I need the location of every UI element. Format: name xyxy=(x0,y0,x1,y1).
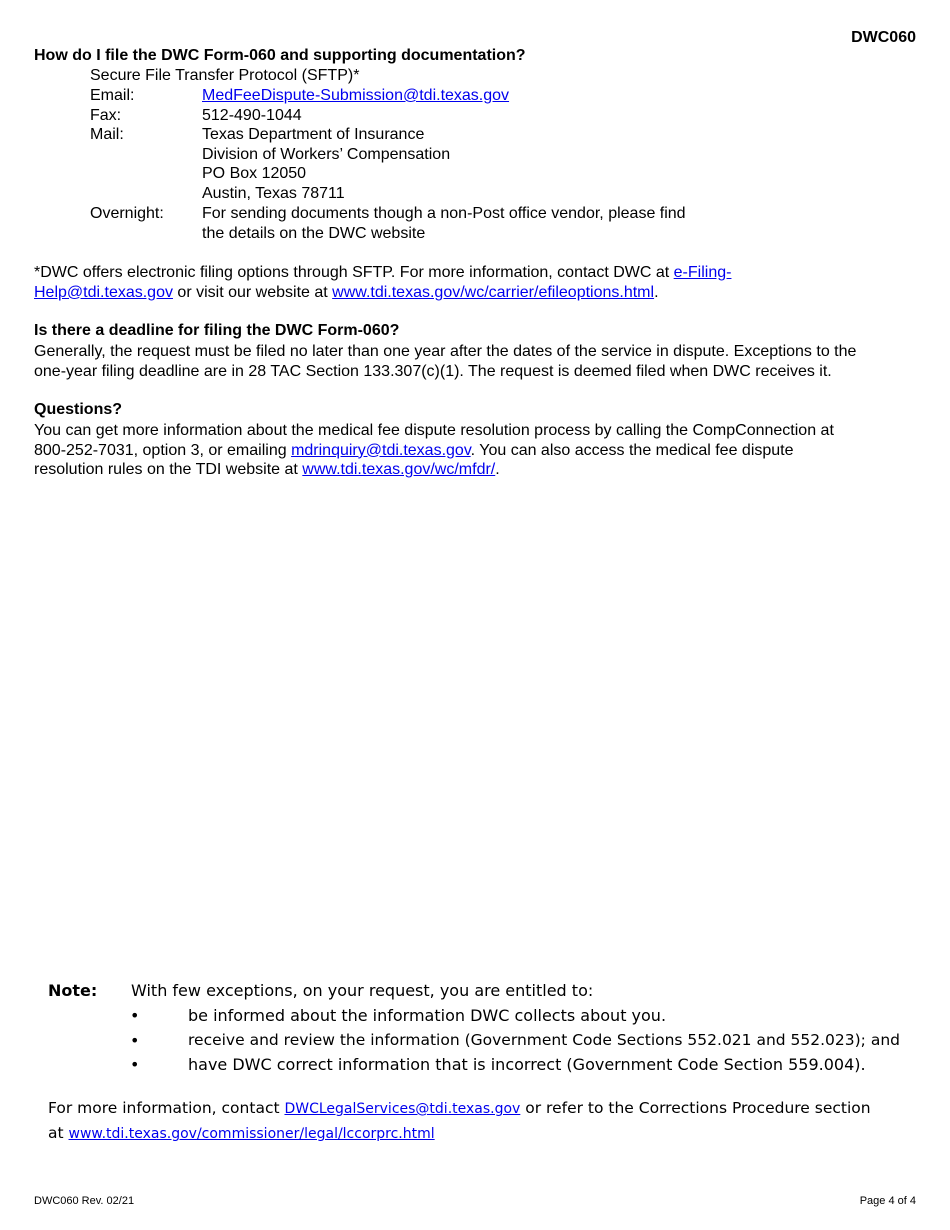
note-more-line-2 xyxy=(48,1124,435,1142)
overnight-line: the details on the DWC website xyxy=(202,224,426,242)
sftp-label: Secure File Transfer Protocol (SFTP)* xyxy=(90,67,360,84)
questions-text-span: . xyxy=(495,461,500,479)
note-more-text: or refer to the Corrections Procedure section xyxy=(520,1099,871,1117)
questions-text-span: . You can also access the medical fee dispute xyxy=(470,441,794,459)
questions-line xyxy=(34,460,934,480)
email-label: Email: xyxy=(90,87,135,104)
deadline-heading: Is there a deadline for filing the DWC Form-060? xyxy=(34,322,400,339)
mail-line: Austin, Texas 78711 xyxy=(202,184,345,202)
efiling-help-link[interactable]: e-Filing- xyxy=(673,264,732,281)
deadline-line: Generally, the request must be filed no later than one year after the dates of the service in dispute. Exceptions to the xyxy=(34,343,857,360)
mail-line: PO Box 12050 xyxy=(202,165,307,183)
note-item: be informed about the information DWC collects about you. xyxy=(188,1006,667,1025)
email-link[interactable]: MedFeeDispute-Submission@tdi.texas.gov xyxy=(202,87,510,104)
sftp-note-line-1 xyxy=(34,263,924,283)
sftp-note-text: *DWC offers electronic filing options through SFTP. For more information, contact DWC at xyxy=(34,264,674,281)
fax-value: 512-490-1044 xyxy=(202,107,302,124)
bullet-icon: • xyxy=(130,1006,140,1025)
sftp-note xyxy=(34,263,924,302)
sftp-note-line-2 xyxy=(34,283,924,303)
filing-heading: How do I file the DWC Form-060 and supporting documentation? xyxy=(34,47,526,64)
questions-line: You can get more information about the medical fee dispute resolution process by calling the CompConnection at xyxy=(34,422,834,439)
mail-label: Mail: xyxy=(90,126,124,143)
fax-row xyxy=(0,106,950,126)
note-section xyxy=(0,981,950,1161)
questions-text-span: resolution rules on the TDI website at xyxy=(34,461,303,479)
sftp-note-text: . xyxy=(654,283,659,301)
sftp-row xyxy=(0,66,950,86)
questions-text xyxy=(34,421,934,480)
note-more-line-1 xyxy=(48,1099,938,1117)
note-more-text: For more information, contact xyxy=(48,1099,285,1117)
questions-heading: Questions? xyxy=(34,401,123,418)
bullet-icon: • xyxy=(130,1055,140,1074)
deadline-text xyxy=(34,342,934,381)
note-label: Note: xyxy=(48,981,98,1000)
note-more-text: at xyxy=(48,1124,69,1142)
email-row xyxy=(0,86,950,106)
questions-line xyxy=(34,441,934,461)
note-item: receive and review the information (Government Code Sections 552.021 and 552.023); and xyxy=(188,1031,900,1049)
deadline-line: one-year filing deadline are in 28 TAC Section 133.307(c)(1). The request is deemed filed when DWC receives it. xyxy=(34,362,832,380)
sftp-note-text: or visit our website at xyxy=(172,283,333,301)
questions-text-span: 800-252-7031, option 3, or emailing xyxy=(34,441,292,459)
mail-line: Division of Workers’ Compensation xyxy=(202,145,451,163)
note-item: have DWC correct information that is incorrect (Government Code Section 559.004). xyxy=(188,1055,866,1074)
overnight-row xyxy=(0,204,950,244)
mail-line: Texas Department of Insurance xyxy=(202,126,425,143)
note-intro: With few exceptions, on your request, you are entitled to: xyxy=(131,981,594,1000)
corrections-procedure-link[interactable]: www.tdi.texas.gov/commissioner/legal/lccorprc.html xyxy=(68,1126,435,1142)
fax-label: Fax: xyxy=(90,107,122,124)
legal-services-link[interactable]: DWCLegalServices@tdi.texas.gov xyxy=(284,1101,521,1117)
mfdr-link[interactable]: www.tdi.texas.gov/wc/mfdr/ xyxy=(302,461,496,479)
overnight-line: For sending documents though a non-Post office vendor, please find xyxy=(202,205,686,222)
efile-options-link[interactable]: www.tdi.texas.gov/wc/carrier/efileoptions.html xyxy=(332,283,655,301)
bullet-icon: • xyxy=(130,1031,140,1050)
form-id: DWC060 xyxy=(851,29,916,46)
overnight-label: Overnight: xyxy=(90,205,164,222)
efiling-help-link-cont[interactable]: Help@tdi.texas.gov xyxy=(34,283,173,301)
footer-revision: DWC060 Rev. 02/21 xyxy=(34,1195,135,1207)
mdrinquiry-link[interactable]: mdrinquiry@tdi.texas.gov xyxy=(291,441,471,459)
mail-row xyxy=(0,125,950,205)
footer-page-number: Page 4 of 4 xyxy=(859,1195,916,1207)
